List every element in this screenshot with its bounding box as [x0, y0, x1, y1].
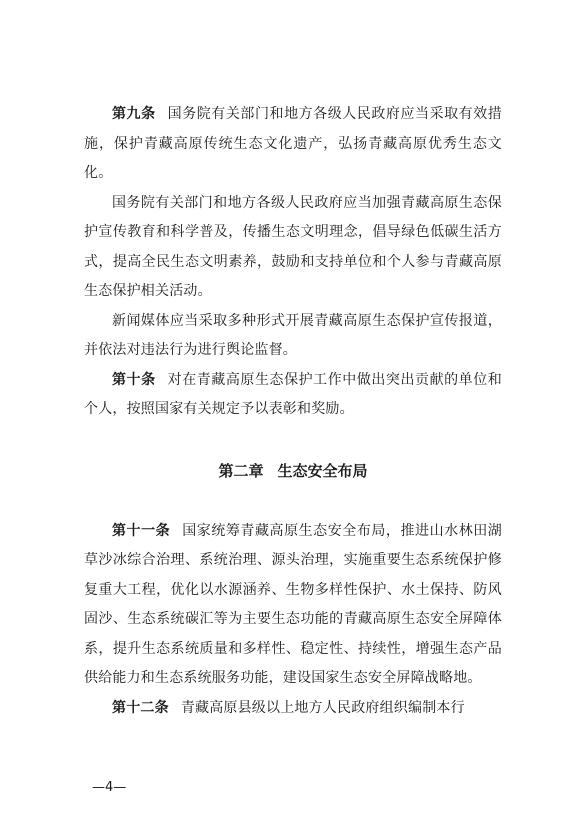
article-11-text: 国家统筹青藏高原生态安全布局，推进山水林田湖草沙冰综合治理、系统治理、源头治理，实施重要生态系统保护修复重大工程，优化以水源涵养、生物多样性保护、水土保持、防风固沙、生态系统碳汇等为主要生态功能的青藏高原生态安全屏障体系，提升生态系统质量和多样性、稳定性、持续性，增强生态产品供给能力和生态系统服务功能，建设国家生态安全屏障战略地。 — [84, 522, 502, 686]
article-10-heading: 第十条 — [112, 371, 156, 388]
article-9-paragraph-1 — [84, 100, 502, 189]
document-body — [84, 100, 502, 723]
chapter-heading — [84, 460, 502, 481]
article-9-text-2: 国务院有关部门和地方各级人民政府应当加强青藏高原生态保护宣传教育和科学普及，传播生态文明理念，倡导绿色低碳生活方式，提高全民生态文明素养，鼓励和支持单位和个人参与青藏高原生态保护相关活动。 — [84, 194, 502, 299]
article-9-heading: 第九条 — [112, 106, 156, 122]
article-10-text: 对在青藏高原生态保护工作中做出突出贡献的单位和个人，按照国家有关规定予以表彰和奖励。 — [84, 371, 502, 417]
article-9-paragraph-3 — [84, 307, 502, 366]
article-9-text-3: 新闻媒体应当采取多种形式开展青藏高原生态保护宣传报道，并依法对违法行为进行舆论监督。 — [84, 312, 502, 358]
chapter-title: 生态安全布局 — [277, 461, 368, 480]
chapter-number: 第二章 — [218, 461, 264, 480]
article-12-paragraph — [84, 694, 502, 724]
article-12-heading: 第十二条 — [112, 699, 169, 716]
article-12-text: 青藏高原县级以上地方人民政府组织编制本行 — [180, 699, 465, 716]
article-11-paragraph — [84, 517, 502, 694]
article-9-paragraph-2 — [84, 189, 502, 307]
article-9-text-1: 国务院有关部门和地方各级人民政府应当采取有效措施，保护青藏高原传统生态文化遗产，弘扬青藏高原优秀生态文化。 — [84, 106, 502, 181]
article-11-heading: 第十一条 — [112, 522, 171, 539]
article-10-paragraph — [84, 366, 502, 425]
page-number: —4— — [92, 780, 127, 795]
